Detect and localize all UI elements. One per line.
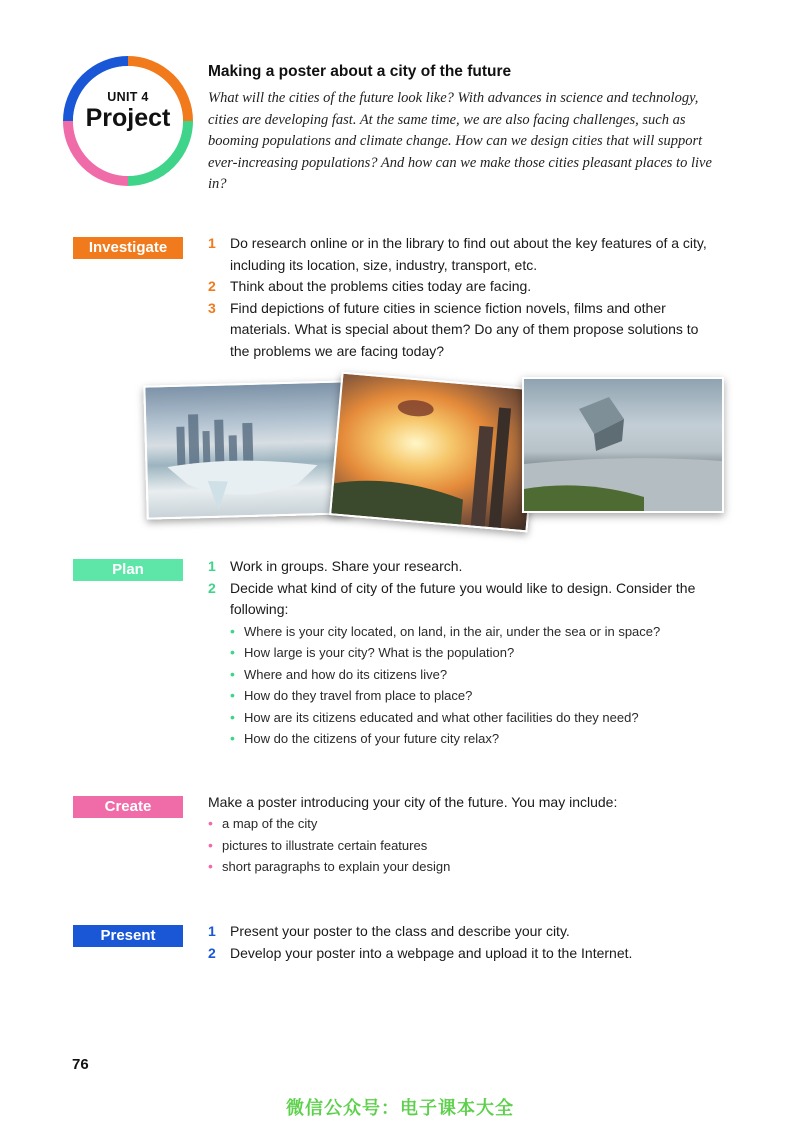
list-item <box>230 664 708 686</box>
list-item <box>230 707 708 729</box>
floating-island-city-image <box>143 380 350 519</box>
page-title: Making a poster about a city of the future <box>208 63 512 80</box>
present-list <box>208 921 708 964</box>
intro-paragraph: What will the cities of the future look like? With advances in science and technology, cities are developing fast. At the same time, we are also facing challenges, such as booming populations and climate change. How can we design cities that will support ever-increasing populations? And how can we make those cities pleasant places to live in? <box>208 90 712 192</box>
bullet-icon: • <box>208 858 213 874</box>
item-number: 3 <box>208 299 216 316</box>
list-item <box>230 642 708 664</box>
footer-watermark: 微信公众号：电子课本大全 <box>286 1098 514 1118</box>
investigate-list <box>208 233 708 362</box>
bullet-icon: • <box>230 644 235 660</box>
item-text: Find depictions of future cities in science fiction novels, films and other materials. What is special about them? Do any of them propose solutions to the problems we are facing today? <box>230 299 699 359</box>
item-text: Develop your poster into a webpage and upload it to the Internet. <box>230 944 633 961</box>
list-item <box>230 685 708 707</box>
item-text: Decide what kind of city of the future you would like to design. Consider the following: <box>230 579 696 617</box>
list-item <box>208 921 708 943</box>
list-item <box>208 556 708 578</box>
plan-label: Plan <box>73 559 183 581</box>
list-item <box>208 835 708 857</box>
list-item <box>208 856 708 878</box>
bullet-text: Where is your city located, on land, in the air, under the sea or in space? <box>244 623 661 639</box>
investigate-label: Investigate <box>73 237 183 259</box>
bullet-text: How do they travel from place to place? <box>244 688 473 703</box>
floating-cube-image <box>522 377 724 513</box>
list-item <box>230 728 708 750</box>
bullet-icon: • <box>208 836 213 853</box>
list-item <box>208 578 708 750</box>
list-item <box>208 813 708 835</box>
list-item <box>208 943 708 965</box>
bullet-text: How do the citizens of your future city relax? <box>244 731 500 746</box>
bullet-text: a map of the city <box>222 816 318 831</box>
item-number: 2 <box>208 278 216 294</box>
list-item <box>208 298 708 363</box>
list-item <box>208 233 708 276</box>
present-label: Present <box>73 925 183 947</box>
bullet-icon: • <box>230 730 235 746</box>
bullet-icon: • <box>208 815 213 831</box>
item-text: Think about the problems cities today are facing. <box>230 278 532 294</box>
bullet-icon: • <box>230 708 235 725</box>
item-number: 2 <box>208 944 216 961</box>
page-number: 76 <box>72 1056 89 1073</box>
sunset-towers-image <box>329 372 540 533</box>
item-text: Present your poster to the class and describe your city. <box>230 923 570 939</box>
bullet-icon: • <box>230 665 235 682</box>
item-text: Work in groups. Share your research. <box>230 558 463 574</box>
bullet-icon: • <box>230 622 235 639</box>
list-item <box>230 621 708 643</box>
badge-title: Project <box>85 104 171 132</box>
create-label: Create <box>73 796 183 818</box>
item-number: 1 <box>208 558 216 574</box>
badge-unit: UNIT 4 <box>107 90 149 104</box>
item-number: 2 <box>208 579 216 596</box>
bullet-text: How are its citizens educated and what other facilities do they need? <box>244 709 639 725</box>
plan-list <box>208 556 708 750</box>
unit-badge <box>63 56 193 186</box>
item-text: Do research online or in the library to find out about the key features of a city, including its location, size, industry, transport, etc. <box>230 235 707 273</box>
list-item <box>208 276 708 298</box>
create-list <box>208 813 708 878</box>
bullet-text: How large is your city? What is the population? <box>244 645 515 660</box>
bullet-text: Where and how do its citizens live? <box>244 666 448 682</box>
bullet-text: short paragraphs to explain your design <box>222 859 451 874</box>
plan-questions <box>230 621 708 750</box>
bullet-icon: • <box>230 687 235 703</box>
create-intro: Make a poster introducing your city of the future. You may include: <box>208 794 618 810</box>
item-number: 1 <box>208 923 216 939</box>
bullet-text: pictures to illustrate certain features <box>222 837 428 853</box>
item-number: 1 <box>208 235 216 251</box>
